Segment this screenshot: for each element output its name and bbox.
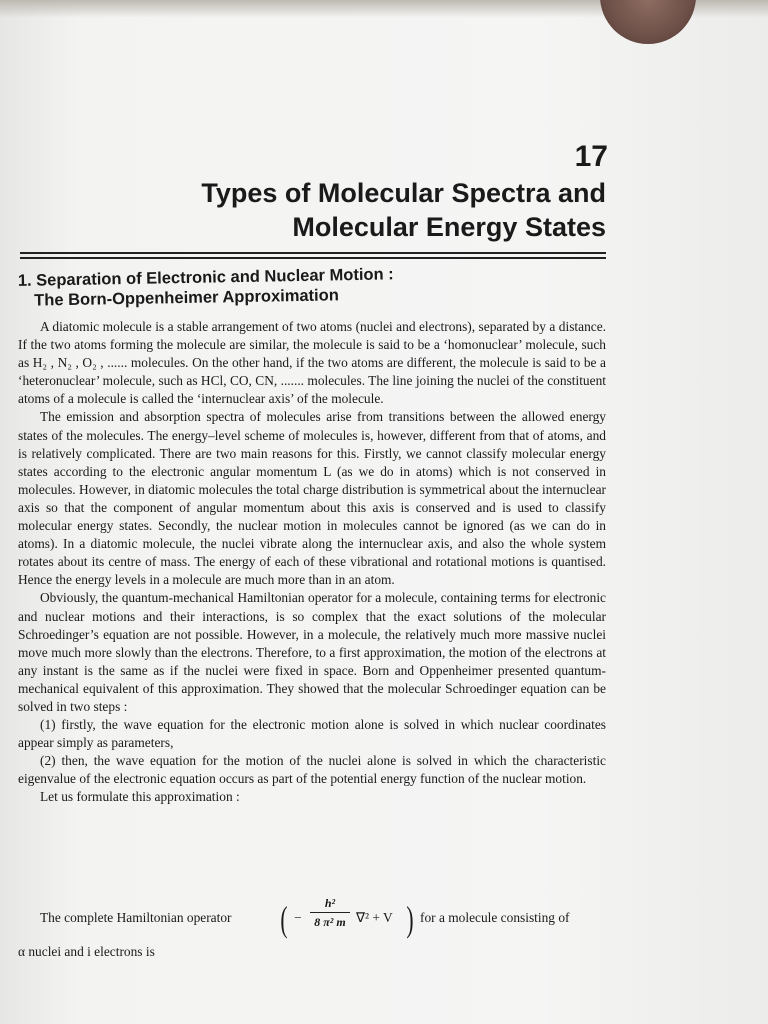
- chapter-title: [201, 176, 606, 244]
- finger-photo: [600, 0, 696, 44]
- left-paren: (: [280, 899, 288, 939]
- fraction-numerator: h²: [310, 896, 350, 913]
- hamiltonian-line: [40, 896, 620, 950]
- hamiltonian-lead-text: The complete Hamiltonian operator: [40, 910, 232, 925]
- step-1: (1) firstly, the wave equation for the electronic motion alone is solved in which nuclear coordinates appear simply as parameters,: [18, 717, 606, 751]
- minus-sign: −: [294, 910, 302, 925]
- section-heading: [18, 261, 579, 311]
- right-paren: ): [406, 899, 414, 939]
- section-heading-line1: 1. Separation of Electronic and Nuclear Motion :: [17, 265, 394, 290]
- paragraph-2: The emission and absorption spectra of molecules arise from transitions between the allowed energy states of the molecules. The energy–level scheme of molecules is, however, different from that of atoms, and is relatively complicated. There are two main reasons for this. Firstly, we cannot classify molecular energy states according to the electronic angular momentum L (as we do in atoms) which is not conserved in molecules. However, in diatomic molecules the total charge distribution is symmetrical about the internuclear axis so that the component of angular momentum about this axis is conserved and is used to classify molecular energy states. Secondly, the nuclear motion in molecules cannot be ignored (as we can do in atoms). In a diatomic molecule, the nuclei vibrate along the internuclear axis, and also the whole system rotates about its centre of mass. The energy of each of these vibrational and rotational motions is quantised. Hence the energy levels in a molecule are much more than in an atom.: [18, 409, 606, 588]
- body-text: [18, 318, 606, 807]
- fraction-denominator: 8 π² m: [314, 915, 346, 929]
- chapter-title-line2: Molecular Energy States: [292, 212, 606, 242]
- chapter-title-line1: Types of Molecular Spectra and: [201, 178, 606, 208]
- operator-terms: ∇² + V: [356, 910, 393, 925]
- section-heading-line2: The Born-Oppenheimer Approximation: [34, 286, 339, 310]
- final-line: α nuclei and i electrons is: [18, 944, 155, 959]
- paragraph-1: A diatomic molecule is a stable arrangement of two atoms (nuclei and electrons), separated by a distance. If the two atoms forming the molecule are similar, the molecule is said to be a ‘homonuclear’ molecule, such as H₂ , N₂ , O₂ , ...... molecules. On the other hand, if the two atoms are different, the molecule is said to be a ‘heteronuclear’ molecule, such as HCl, CO, CN, ....... molecules. The line joining the nuclei of the constituent atoms of a molecule is called the ‘internuclear axis’ of the molecule.: [18, 319, 606, 407]
- fraction: [310, 896, 350, 930]
- title-rule-top: [20, 252, 606, 254]
- paragraph-3: Obviously, the quantum-mechanical Hamiltonian operator for a molecule, containing terms for electronic and nuclear motions and their interactions, is so complex that the exact solutions of the molecular Schroedinger’s equation are not possible. However, in a molecule, the relatively much more massive nuclei move much more slowly than the electrons. Therefore, to a first approximation, the motion of the electrons at any instant is the same as if the nuclei were fixed in space. Born and Oppenheimer presented quantum-mechanical equivalent of this approximation. They showed that the molecular Schroedinger equation can be solved in two steps :: [18, 590, 606, 714]
- chapter-number: 17: [574, 140, 608, 173]
- hamiltonian-trailing-text: for a molecule consisting of: [420, 910, 570, 925]
- title-rule-bottom: [20, 257, 606, 259]
- paragraph-formulate: Let us formulate this approximation :: [40, 789, 240, 805]
- step-2: (2) then, the wave equation for the motion of the nuclei alone is solved in which the characteristic eigenvalue of the electronic equation occurs as part of the potential energy function of the nuclear motion.: [18, 753, 606, 787]
